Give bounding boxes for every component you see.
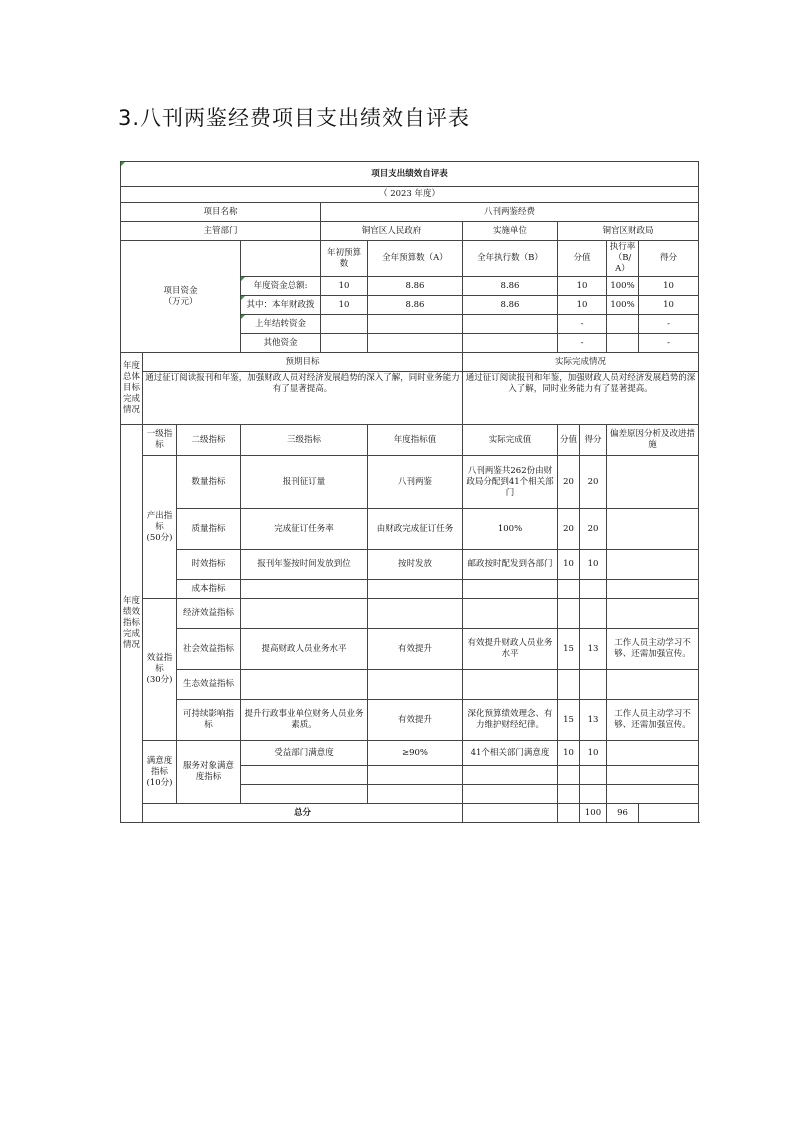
expected-goal-label: 预期目标	[143, 353, 463, 372]
indicator-row: 成本指标	[121, 580, 699, 599]
total-value: 100	[580, 804, 607, 823]
project-name: 八刊两鉴经费	[321, 203, 699, 222]
indicator-row: 生态效益指标	[121, 670, 699, 700]
header-level2: 二级指标	[177, 425, 241, 456]
goal-side-label: 年度总体目标完成情况	[121, 353, 143, 425]
satisfaction-label: 满意度指标	[146, 755, 173, 777]
effect-score: (30分)	[146, 675, 173, 685]
indicator-row: 社会效益指标 提高财政人员业务水平 有效提升 有效提升财政人员业务水平 15 13 工作人员主动学习不够、还需加强宣传。	[121, 629, 699, 670]
performance-table	[120, 161, 699, 823]
indicator-row: 产出指标 (50分) 数量指标 报刊征订量 八刊两鉴 八刊两鉴共262份由财政局分配到41个相关部门 20 20	[121, 456, 699, 509]
dept-value: 铜官区人民政府	[321, 222, 463, 241]
indicator-row: 可持续影响指标 提升行政事业单位财务人员业务素质。 有效提升 深化预算绩效理念、有力维护财经纪律。 15 13 工作人员主动学习不够、还需加强宣传。	[121, 700, 699, 741]
col-score: 得分	[639, 241, 699, 277]
satisfaction-score: (10分)	[146, 777, 173, 788]
col-rate: 执行率（B/A）	[607, 241, 639, 277]
impl-label: 实施单位	[463, 222, 558, 241]
indicator-row: 时效指标 报刊年鉴按时间发放到位 按时发放 邮政按时配发到各部门 10 10	[121, 550, 699, 580]
indicator-row: 质量指标 完成征订任务率 由财政完成征订任务 100% 20 20	[121, 509, 699, 550]
header-analysis: 偏差原因分析及改进措施	[607, 425, 699, 456]
funds-row: 年度资金总额: 10 8.86 8.86 10 100% 10	[121, 277, 699, 296]
output-label: 产出指标	[146, 510, 173, 532]
project-name-label: 项目名称	[121, 203, 321, 222]
satisfaction-indicator-label	[143, 741, 177, 804]
col-initial: 年初预算数	[321, 241, 368, 277]
expected-goal-text: 通过征订阅读报刊和年鉴，加强财政人员对经济发展趋势的深入了解，同时业务能力有了显著提高。	[143, 372, 463, 425]
impl-value: 铜官区财政局	[558, 222, 699, 241]
funds-row: 其他资金 - -	[121, 334, 699, 353]
header-level3: 三级指标	[241, 425, 368, 456]
col-full-exec: 全年执行数（B）	[463, 241, 558, 277]
header-target: 年度指标值	[368, 425, 463, 456]
funds-label	[121, 241, 241, 353]
effect-label: 效益指标	[146, 653, 173, 674]
col-full-budget: 全年预算数（A）	[368, 241, 463, 277]
header-actual: 实际完成值	[463, 425, 558, 456]
total-label: 总分	[143, 804, 463, 823]
funds-label-line2: （万元）	[163, 296, 198, 307]
indicator-side-label: 年度绩效指标完成情况	[121, 425, 143, 823]
indicator-row: 效益指标 (30分) 经济效益指标	[121, 599, 699, 629]
dept-label: 主管部门	[121, 222, 321, 241]
col-score-value: 分值	[558, 241, 607, 277]
output-score: (50分)	[146, 532, 173, 543]
funds-row: 其中：本年财政拨 10 8.86 8.86 10 100% 10	[121, 296, 699, 315]
actual-goal-text: 通过征订阅读报刊和年鉴，加强财政人员对经济发展趋势的深入了解，同时业务能力有了显著提高。	[463, 372, 699, 425]
table-title: 项目支出绩效自评表	[121, 162, 699, 187]
effect-indicator-label	[143, 599, 177, 741]
output-indicator-label	[143, 456, 177, 599]
header-value: 分值	[558, 425, 580, 456]
funds-label-line1: 项目资金	[163, 285, 198, 296]
header-score: 得分	[580, 425, 607, 456]
actual-goal-label: 实际完成情况	[463, 353, 699, 372]
total-score: 96	[607, 804, 639, 823]
header-level1: 一级指标	[143, 425, 177, 456]
year-label: （ 2023 年度）	[121, 187, 699, 203]
indicator-row: 满意度指标 (10分) 服务对象满意度指标 受益部门满意度 ≥90% 41个相关部门满意度 10 10	[121, 741, 699, 766]
page-heading: 3.八刊两鉴经费项目支出绩效自评表	[118, 106, 471, 130]
funds-row: 上年结转资金 - -	[121, 315, 699, 334]
